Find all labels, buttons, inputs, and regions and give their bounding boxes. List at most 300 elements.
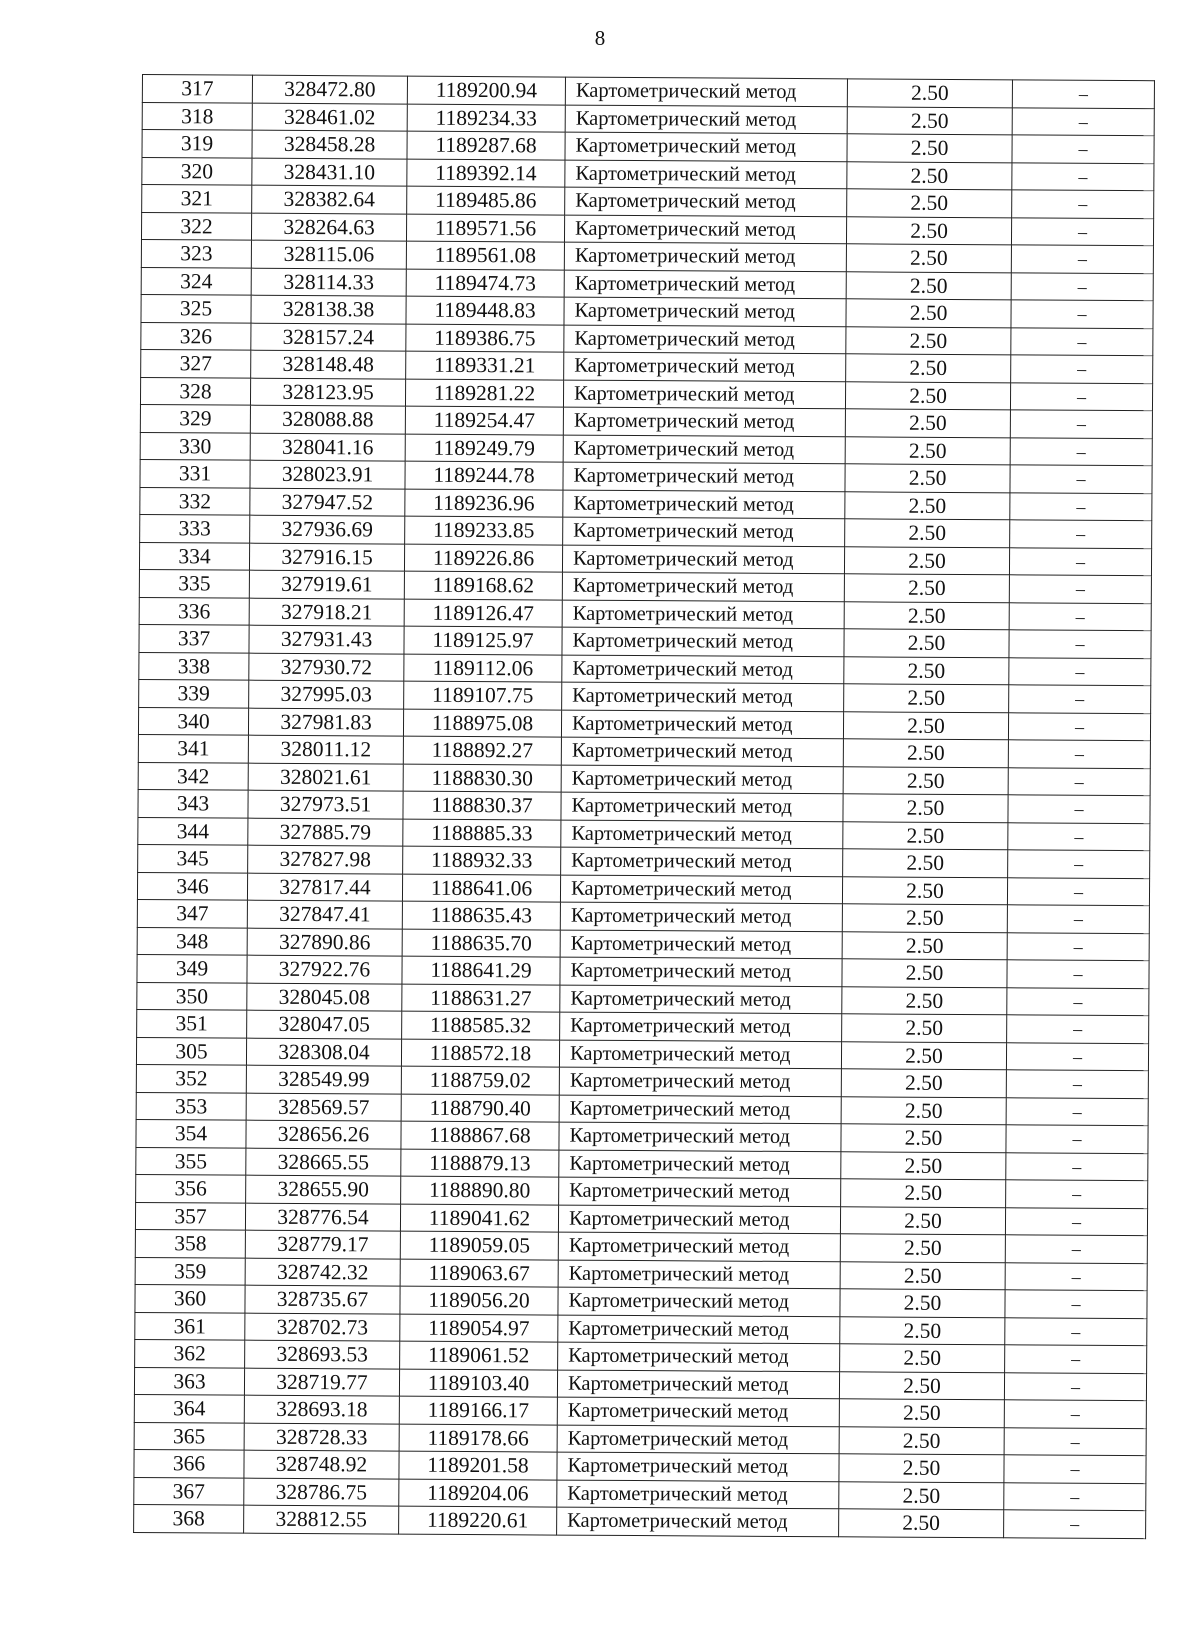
y-coordinate-cell: 1189061.52 — [400, 1341, 558, 1369]
precision-cell: 2.50 — [839, 1399, 1004, 1428]
x-coordinate-cell: 327995.03 — [249, 680, 404, 708]
point-number-cell: 334 — [139, 542, 249, 570]
point-number-cell: 328 — [140, 377, 250, 405]
point-number-cell: 336 — [139, 597, 249, 625]
method-cell: Картометрический метод — [559, 1095, 841, 1124]
point-number-cell: 361 — [135, 1312, 245, 1340]
precision-cell: 2.50 — [840, 1344, 1005, 1373]
note-cell: – — [1004, 1400, 1146, 1428]
x-coordinate-cell: 327885.79 — [248, 818, 403, 846]
point-number-cell: 354 — [136, 1119, 246, 1147]
method-cell: Картометрический метод — [562, 572, 844, 601]
method-cell: Картометрический метод — [559, 1177, 841, 1206]
method-cell: Картометрический метод — [563, 435, 845, 464]
y-coordinate-cell: 1188885.33 — [403, 819, 561, 847]
point-number-cell: 349 — [137, 954, 247, 982]
precision-cell: 2.50 — [841, 1179, 1006, 1208]
note-cell: – — [1005, 1207, 1147, 1235]
x-coordinate-cell: 328088.88 — [250, 405, 405, 433]
x-coordinate-cell: 328308.04 — [246, 1038, 401, 1066]
x-coordinate-cell: 328693.53 — [245, 1340, 400, 1368]
point-number-cell: 327 — [141, 349, 251, 377]
method-cell: Картометрический метод — [565, 160, 847, 189]
y-coordinate-cell: 1189287.68 — [407, 131, 565, 159]
point-number-cell: 366 — [134, 1449, 244, 1477]
precision-cell: 2.50 — [844, 546, 1009, 575]
method-cell: Картометрический метод — [557, 1480, 839, 1509]
note-cell: – — [1004, 1510, 1146, 1538]
x-coordinate-cell: 328123.95 — [250, 378, 405, 406]
point-number-cell: 351 — [137, 1009, 247, 1037]
note-cell: – — [1012, 135, 1154, 163]
method-cell: Картометрический метод — [564, 297, 846, 326]
precision-cell: 2.50 — [845, 491, 1010, 520]
x-coordinate-cell: 328021.61 — [248, 763, 403, 791]
x-coordinate-cell: 328549.99 — [246, 1065, 401, 1093]
note-cell: – — [1005, 1345, 1147, 1373]
x-coordinate-cell: 328382.64 — [252, 185, 407, 213]
x-coordinate-cell: 328665.55 — [246, 1148, 401, 1176]
y-coordinate-cell: 1188932.33 — [403, 846, 561, 874]
precision-cell: 2.50 — [843, 739, 1008, 768]
point-number-cell: 345 — [138, 844, 248, 872]
method-cell: Картометрический метод — [561, 765, 843, 794]
y-coordinate-cell: 1188635.70 — [402, 929, 560, 957]
point-number-cell: 343 — [138, 789, 248, 817]
y-coordinate-cell: 1189168.62 — [404, 571, 562, 599]
point-number-cell: 367 — [134, 1477, 244, 1505]
note-cell: – — [1009, 602, 1151, 630]
note-cell: – — [1008, 712, 1150, 740]
note-cell: – — [1006, 1125, 1148, 1153]
y-coordinate-cell: 1189474.73 — [406, 269, 564, 297]
x-coordinate-cell: 328431.10 — [252, 158, 407, 186]
precision-cell: 2.50 — [840, 1261, 1005, 1290]
y-coordinate-cell: 1189059.05 — [400, 1231, 558, 1259]
point-number-cell: 360 — [135, 1284, 245, 1312]
x-coordinate-cell: 328041.16 — [250, 433, 405, 461]
coordinates-table-body — [134, 75, 1155, 1539]
y-coordinate-cell: 1189178.66 — [399, 1424, 557, 1452]
method-cell: Картометрический метод — [562, 627, 844, 656]
y-coordinate-cell: 1189056.20 — [400, 1286, 558, 1314]
point-number-cell: 318 — [142, 102, 252, 130]
precision-cell: 2.50 — [846, 354, 1011, 383]
y-coordinate-cell: 1189233.85 — [405, 516, 563, 544]
x-coordinate-cell: 328742.32 — [245, 1258, 400, 1286]
method-cell: Картометрический метод — [560, 1012, 842, 1041]
method-cell: Картометрический метод — [564, 325, 846, 354]
y-coordinate-cell: 1189448.83 — [406, 296, 564, 324]
y-coordinate-cell: 1189226.86 — [404, 544, 562, 572]
precision-cell: 2.50 — [844, 629, 1009, 658]
point-number-cell: 325 — [141, 294, 251, 322]
y-coordinate-cell: 1188759.02 — [401, 1066, 559, 1094]
y-coordinate-cell: 1189249.79 — [405, 434, 563, 462]
x-coordinate-cell: 328655.90 — [246, 1175, 401, 1203]
point-number-cell: 332 — [140, 487, 250, 515]
precision-cell: 2.50 — [845, 436, 1010, 465]
x-coordinate-cell: 327919.61 — [249, 570, 404, 598]
method-cell: Картометрический метод — [564, 352, 846, 381]
precision-cell: 2.50 — [839, 1454, 1004, 1483]
y-coordinate-cell: 1188867.68 — [401, 1121, 559, 1149]
y-coordinate-cell: 1188585.32 — [402, 1011, 560, 1039]
point-number-cell: 368 — [134, 1504, 244, 1532]
point-number-cell: 337 — [139, 624, 249, 652]
method-cell: Картометрический метод — [563, 517, 845, 546]
point-number-cell: 362 — [135, 1339, 245, 1367]
y-coordinate-cell: 1189392.14 — [407, 159, 565, 187]
note-cell: – — [1004, 1455, 1146, 1483]
x-coordinate-cell: 328138.38 — [251, 295, 406, 323]
x-coordinate-cell: 328047.05 — [247, 1010, 402, 1038]
point-number-cell: 322 — [141, 212, 251, 240]
point-number-cell: 331 — [140, 459, 250, 487]
precision-cell: 2.50 — [844, 574, 1009, 603]
method-cell: Картометрический метод — [560, 930, 842, 959]
method-cell: Картометрический метод — [561, 792, 843, 821]
precision-cell: 2.50 — [839, 1371, 1004, 1400]
point-number-cell: 358 — [135, 1229, 245, 1257]
y-coordinate-cell: 1189107.75 — [404, 681, 562, 709]
method-cell: Картометрический метод — [565, 187, 847, 216]
method-cell: Картометрический метод — [562, 545, 844, 574]
point-number-cell: 344 — [138, 817, 248, 845]
note-cell: – — [1006, 1070, 1148, 1098]
method-cell: Картометрический метод — [559, 1122, 841, 1151]
note-cell: – — [1010, 437, 1152, 465]
method-cell: Картометрический метод — [563, 490, 845, 519]
y-coordinate-cell: 1189112.06 — [404, 654, 562, 682]
y-coordinate-cell: 1188830.30 — [403, 764, 561, 792]
x-coordinate-cell: 328472.80 — [252, 75, 407, 103]
precision-cell: 2.50 — [840, 1206, 1005, 1235]
method-cell: Картометрический метод — [564, 270, 846, 299]
precision-cell: 2.50 — [840, 1289, 1005, 1318]
x-coordinate-cell: 328157.24 — [251, 323, 406, 351]
method-cell: Картометрический метод — [559, 1067, 841, 1096]
x-coordinate-cell: 327936.69 — [250, 515, 405, 543]
table-row — [134, 1504, 1146, 1538]
note-cell: – — [1007, 905, 1149, 933]
method-cell: Картометрический метод — [557, 1425, 839, 1454]
x-coordinate-cell: 328114.33 — [251, 268, 406, 296]
point-number-cell: 330 — [140, 432, 250, 460]
note-cell: – — [1011, 245, 1153, 273]
y-coordinate-cell: 1189103.40 — [399, 1369, 557, 1397]
precision-cell: 2.50 — [840, 1234, 1005, 1263]
point-number-cell: 350 — [137, 982, 247, 1010]
note-cell: – — [1008, 795, 1150, 823]
x-coordinate-cell: 327847.41 — [247, 900, 402, 928]
precision-cell: 2.50 — [842, 986, 1007, 1015]
note-cell: – — [1008, 767, 1150, 795]
x-coordinate-cell: 327890.86 — [247, 928, 402, 956]
method-cell: Картометрический метод — [557, 1507, 839, 1536]
x-coordinate-cell: 327931.43 — [249, 625, 404, 653]
precision-cell: 2.50 — [847, 134, 1012, 163]
point-number-cell: 342 — [138, 762, 248, 790]
precision-cell: 2.50 — [839, 1509, 1004, 1538]
y-coordinate-cell: 1188890.80 — [401, 1176, 559, 1204]
note-cell: – — [1011, 272, 1153, 300]
precision-cell: 2.50 — [843, 821, 1008, 850]
y-coordinate-cell: 1189200.94 — [407, 76, 565, 104]
point-number-cell: 355 — [136, 1147, 246, 1175]
method-cell: Картометрический метод — [564, 215, 846, 244]
x-coordinate-cell: 328461.02 — [252, 103, 407, 131]
precision-cell: 2.50 — [844, 656, 1009, 685]
method-cell: Картометрический метод — [559, 1150, 841, 1179]
point-number-cell: 317 — [142, 75, 252, 103]
x-coordinate-cell: 328719.77 — [244, 1368, 399, 1396]
precision-cell: 2.50 — [846, 271, 1011, 300]
note-cell: – — [1011, 300, 1153, 328]
point-number-cell: 333 — [140, 514, 250, 542]
y-coordinate-cell: 1188892.27 — [403, 736, 561, 764]
x-coordinate-cell: 328812.55 — [244, 1505, 399, 1533]
page-number: 8 — [594, 26, 606, 50]
precision-cell: 2.50 — [847, 106, 1012, 135]
precision-cell: 2.50 — [842, 1014, 1007, 1043]
point-number-cell: 363 — [134, 1367, 244, 1395]
y-coordinate-cell: 1189166.17 — [399, 1396, 557, 1424]
point-number-cell: 341 — [138, 734, 248, 762]
x-coordinate-cell: 327930.72 — [249, 653, 404, 681]
note-cell: – — [1009, 575, 1151, 603]
note-cell: – — [1011, 327, 1153, 355]
note-cell: – — [1009, 547, 1151, 575]
x-coordinate-cell: 327981.83 — [248, 708, 403, 736]
point-number-cell: 324 — [141, 267, 251, 295]
method-cell: Картометрический метод — [562, 600, 844, 629]
note-cell: – — [1005, 1290, 1147, 1318]
point-number-cell: 347 — [137, 899, 247, 927]
note-cell: – — [1008, 822, 1150, 850]
note-cell: – — [1009, 630, 1151, 658]
method-cell: Картометрический метод — [560, 957, 842, 986]
point-number-cell: 352 — [136, 1064, 246, 1092]
x-coordinate-cell: 328728.33 — [244, 1423, 399, 1451]
point-number-cell: 323 — [141, 239, 251, 267]
y-coordinate-cell: 1188572.18 — [401, 1039, 559, 1067]
point-number-cell: 365 — [134, 1422, 244, 1450]
method-cell: Картометрический метод — [561, 710, 843, 739]
precision-cell: 2.50 — [845, 519, 1010, 548]
y-coordinate-cell: 1188631.27 — [402, 984, 560, 1012]
note-cell: – — [1007, 932, 1149, 960]
precision-cell: 2.50 — [845, 409, 1010, 438]
method-cell: Картометрический метод — [564, 242, 846, 271]
x-coordinate-cell: 328569.57 — [246, 1093, 401, 1121]
y-coordinate-cell: 1189041.62 — [400, 1204, 558, 1232]
method-cell: Картометрический метод — [565, 132, 847, 161]
note-cell: – — [1012, 80, 1154, 108]
x-coordinate-cell: 328023.91 — [250, 460, 405, 488]
precision-cell: 2.50 — [847, 161, 1012, 190]
precision-cell: 2.50 — [844, 684, 1009, 713]
point-number-cell: 364 — [134, 1394, 244, 1422]
point-number-cell: 356 — [136, 1174, 246, 1202]
method-cell: Картометрический метод — [558, 1232, 840, 1261]
precision-cell: 2.50 — [845, 464, 1010, 493]
y-coordinate-cell: 1189126.47 — [404, 599, 562, 627]
note-cell: – — [1012, 107, 1154, 135]
x-coordinate-cell: 327918.21 — [249, 598, 404, 626]
method-cell: Картометрический метод — [560, 985, 842, 1014]
method-cell: Картометрический метод — [561, 737, 843, 766]
method-cell: Картометрический метод — [561, 820, 843, 849]
precision-cell: 2.50 — [846, 216, 1011, 245]
y-coordinate-cell: 1189485.86 — [407, 186, 565, 214]
x-coordinate-cell: 328735.67 — [245, 1285, 400, 1313]
y-coordinate-cell: 1189561.08 — [406, 241, 564, 269]
x-coordinate-cell: 327817.44 — [247, 873, 402, 901]
precision-cell: 2.50 — [845, 381, 1010, 410]
method-cell: Картометрический метод — [565, 105, 847, 134]
precision-cell: 2.50 — [843, 794, 1008, 823]
note-cell: – — [1006, 1042, 1148, 1070]
method-cell: Картометрический метод — [561, 847, 843, 876]
x-coordinate-cell: 328776.54 — [245, 1203, 400, 1231]
note-cell: – — [1007, 877, 1149, 905]
x-coordinate-cell: 328148.48 — [251, 350, 406, 378]
y-coordinate-cell: 1189201.58 — [399, 1451, 557, 1479]
y-coordinate-cell: 1189386.75 — [406, 324, 564, 352]
note-cell: – — [1010, 520, 1152, 548]
precision-cell: 2.50 — [847, 189, 1012, 218]
y-coordinate-cell: 1189125.97 — [404, 626, 562, 654]
x-coordinate-cell: 328748.92 — [244, 1450, 399, 1478]
y-coordinate-cell: 1188790.40 — [401, 1094, 559, 1122]
method-cell: Картометрический метод — [557, 1397, 839, 1426]
method-cell: Картометрический метод — [562, 655, 844, 684]
note-cell: – — [1007, 987, 1149, 1015]
method-cell: Картометрический метод — [558, 1260, 840, 1289]
note-cell: – — [1005, 1235, 1147, 1263]
y-coordinate-cell: 1189204.06 — [399, 1479, 557, 1507]
point-number-cell: 321 — [142, 185, 252, 213]
method-cell: Картометрический метод — [565, 77, 847, 106]
point-number-cell: 329 — [140, 404, 250, 432]
note-cell: – — [1009, 657, 1151, 685]
y-coordinate-cell: 1189236.96 — [405, 489, 563, 517]
x-coordinate-cell: 327827.98 — [248, 845, 403, 873]
note-cell: – — [1010, 492, 1152, 520]
point-number-cell: 348 — [137, 927, 247, 955]
precision-cell: 2.50 — [843, 766, 1008, 795]
precision-cell: 2.50 — [841, 1069, 1006, 1098]
x-coordinate-cell: 328011.12 — [248, 735, 403, 763]
x-coordinate-cell: 328779.17 — [245, 1230, 400, 1258]
precision-cell: 2.50 — [841, 1124, 1006, 1153]
y-coordinate-cell: 1189234.33 — [407, 104, 565, 132]
note-cell: – — [1006, 1097, 1148, 1125]
point-number-cell: 353 — [136, 1092, 246, 1120]
precision-cell: 2.50 — [841, 1151, 1006, 1180]
note-cell: – — [1005, 1262, 1147, 1290]
note-cell: – — [1006, 1180, 1148, 1208]
precision-cell: 2.50 — [840, 1316, 1005, 1345]
y-coordinate-cell: 1188641.29 — [402, 956, 560, 984]
method-cell: Картометрический метод — [558, 1287, 840, 1316]
note-cell: – — [1011, 217, 1153, 245]
method-cell: Картометрический метод — [558, 1342, 840, 1371]
point-number-cell: 338 — [139, 652, 249, 680]
precision-cell: 2.50 — [839, 1426, 1004, 1455]
point-number-cell: 326 — [141, 322, 251, 350]
precision-cell: 2.50 — [843, 711, 1008, 740]
precision-cell: 2.50 — [842, 904, 1007, 933]
note-cell: – — [1011, 355, 1153, 383]
y-coordinate-cell: 1188879.13 — [401, 1149, 559, 1177]
precision-cell: 2.50 — [846, 244, 1011, 273]
precision-cell: 2.50 — [842, 959, 1007, 988]
method-cell: Картометрический метод — [562, 682, 844, 711]
y-coordinate-cell: 1188830.37 — [403, 791, 561, 819]
note-cell: – — [1008, 740, 1150, 768]
point-number-cell: 346 — [137, 872, 247, 900]
note-cell: – — [1012, 162, 1154, 190]
note-cell: – — [1004, 1427, 1146, 1455]
note-cell: – — [1006, 1152, 1148, 1180]
x-coordinate-cell: 328458.28 — [252, 130, 407, 158]
note-cell: – — [1010, 410, 1152, 438]
method-cell: Картометрический метод — [563, 380, 845, 409]
point-number-cell: 359 — [135, 1257, 245, 1285]
note-cell: – — [1010, 465, 1152, 493]
x-coordinate-cell: 328115.06 — [251, 240, 406, 268]
point-number-cell: 305 — [136, 1037, 246, 1065]
note-cell: – — [1008, 850, 1150, 878]
y-coordinate-cell: 1189254.47 — [405, 406, 563, 434]
point-number-cell: 319 — [142, 130, 252, 158]
precision-cell: 2.50 — [844, 601, 1009, 630]
note-cell: – — [1007, 1015, 1149, 1043]
note-cell: – — [1009, 685, 1151, 713]
precision-cell: 2.50 — [843, 849, 1008, 878]
y-coordinate-cell: 1189331.21 — [406, 351, 564, 379]
precision-cell: 2.50 — [846, 326, 1011, 355]
x-coordinate-cell: 327922.76 — [247, 955, 402, 983]
x-coordinate-cell: 328702.73 — [245, 1313, 400, 1341]
y-coordinate-cell: 1189244.78 — [405, 461, 563, 489]
x-coordinate-cell: 328045.08 — [247, 983, 402, 1011]
method-cell: Картометрический метод — [560, 875, 842, 904]
point-number-cell: 320 — [142, 157, 252, 185]
coordinates-table — [133, 74, 1155, 1539]
y-coordinate-cell: 1189281.22 — [405, 379, 563, 407]
note-cell: – — [1007, 960, 1149, 988]
method-cell: Картометрический метод — [563, 462, 845, 491]
x-coordinate-cell: 328656.26 — [246, 1120, 401, 1148]
point-number-cell: 339 — [139, 679, 249, 707]
method-cell: Картометрический метод — [559, 1040, 841, 1069]
x-coordinate-cell: 328264.63 — [251, 213, 406, 241]
y-coordinate-cell: 1188635.43 — [402, 901, 560, 929]
x-coordinate-cell: 327973.51 — [248, 790, 403, 818]
point-number-cell: 340 — [138, 707, 248, 735]
method-cell: Картометрический метод — [560, 902, 842, 931]
precision-cell: 2.50 — [842, 876, 1007, 905]
point-number-cell: 335 — [139, 569, 249, 597]
precision-cell: 2.50 — [846, 299, 1011, 328]
y-coordinate-cell: 1189063.67 — [400, 1259, 558, 1287]
y-coordinate-cell: 1189054.97 — [400, 1314, 558, 1342]
note-cell: – — [1012, 190, 1154, 218]
method-cell: Картометрический метод — [563, 407, 845, 436]
